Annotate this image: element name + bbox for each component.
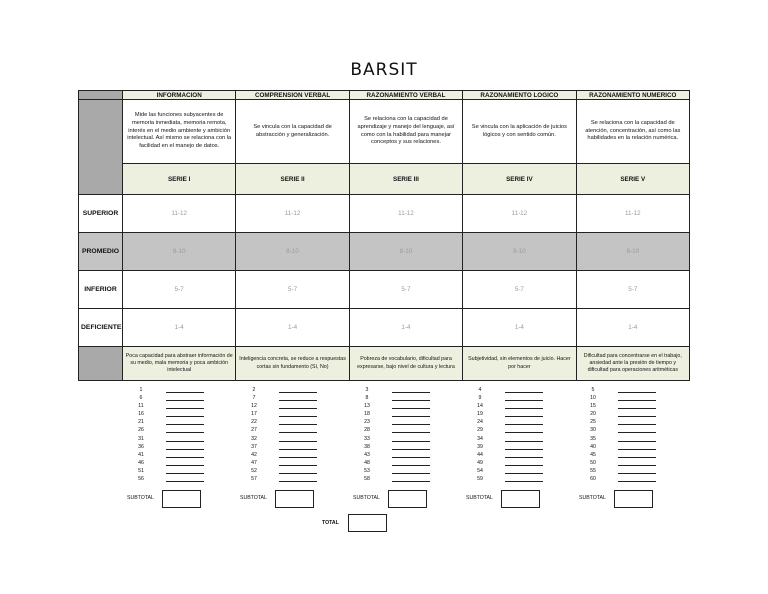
answer-row xyxy=(354,394,454,402)
range-cell: 11-12 xyxy=(463,195,576,233)
item-number: 37 xyxy=(251,443,257,450)
answer-line[interactable] xyxy=(505,400,543,401)
item-number: 1 xyxy=(139,387,143,393)
answer-row xyxy=(241,394,341,402)
answer-line[interactable] xyxy=(505,424,543,425)
corner-cell xyxy=(79,91,123,100)
answer-row xyxy=(467,418,567,426)
answer-row xyxy=(580,394,680,402)
answer-row xyxy=(467,435,567,443)
answer-line[interactable] xyxy=(505,481,543,482)
answer-row xyxy=(467,467,567,475)
answer-row xyxy=(241,426,341,434)
item-number: 15 xyxy=(590,403,596,410)
answer-row xyxy=(354,418,454,426)
answer-line[interactable] xyxy=(618,449,656,450)
answer-column xyxy=(241,386,341,483)
answer-line[interactable] xyxy=(618,408,656,409)
header-razonamiento-numerico: RAZONAMIENTO NUMERICO xyxy=(576,91,689,100)
answer-row xyxy=(354,475,454,483)
answer-row xyxy=(241,410,341,418)
answer-line[interactable] xyxy=(279,457,317,458)
deficit-row xyxy=(79,347,690,381)
answer-row xyxy=(241,443,341,451)
barsit-table xyxy=(78,90,690,381)
header-informacion: INFORMACION xyxy=(123,91,236,100)
answer-column xyxy=(580,386,680,483)
subtotal-label: SUBTOTAL xyxy=(127,495,154,501)
answer-line[interactable] xyxy=(618,416,656,417)
item-number: 39 xyxy=(477,443,483,450)
answer-line[interactable] xyxy=(166,424,204,425)
answer-row xyxy=(241,459,341,467)
level-label: INFERIOR xyxy=(79,271,123,309)
range-cell: 5-7 xyxy=(123,271,236,309)
answer-row xyxy=(241,402,341,410)
answer-line[interactable] xyxy=(392,473,430,474)
answer-row xyxy=(580,402,680,410)
answer-row xyxy=(580,475,680,483)
answer-row xyxy=(467,451,567,459)
description-row xyxy=(79,100,690,164)
range-cell: 11-12 xyxy=(576,195,689,233)
answer-line[interactable] xyxy=(618,432,656,433)
item-number: 4 xyxy=(478,387,482,393)
series-cell: SERIE V xyxy=(576,164,689,195)
range-cell: 1-4 xyxy=(576,309,689,347)
item-number: 59 xyxy=(477,476,483,483)
item-number: 18 xyxy=(364,411,370,418)
answer-line[interactable] xyxy=(279,473,317,474)
answer-row xyxy=(580,443,680,451)
answer-line[interactable] xyxy=(166,473,204,474)
answer-line[interactable] xyxy=(505,392,543,393)
answer-row xyxy=(241,418,341,426)
answer-line[interactable] xyxy=(279,465,317,466)
item-number: 3 xyxy=(365,387,369,393)
answer-line[interactable] xyxy=(392,449,430,450)
answer-line[interactable] xyxy=(279,441,317,442)
answer-row xyxy=(241,475,341,483)
answer-line[interactable] xyxy=(279,408,317,409)
item-number: 51 xyxy=(138,467,144,474)
subtotal-box[interactable] xyxy=(388,490,427,508)
item-number: 58 xyxy=(364,476,370,483)
item-number: 9 xyxy=(478,395,482,402)
answer-row xyxy=(354,386,454,394)
answer-row xyxy=(128,435,228,443)
range-cell: 8-10 xyxy=(463,233,576,271)
answer-line[interactable] xyxy=(505,416,543,417)
answer-row xyxy=(354,402,454,410)
item-number: 43 xyxy=(364,451,370,458)
hatched-cell-bottom xyxy=(79,347,123,381)
answer-line[interactable] xyxy=(505,432,543,433)
item-number: 40 xyxy=(590,443,596,450)
item-number: 60 xyxy=(590,476,596,483)
answer-line[interactable] xyxy=(279,481,317,482)
answer-line[interactable] xyxy=(505,449,543,450)
answer-line[interactable] xyxy=(618,465,656,466)
answer-line[interactable] xyxy=(392,416,430,417)
answer-row xyxy=(467,402,567,410)
answer-line[interactable] xyxy=(166,400,204,401)
item-number: 54 xyxy=(477,467,483,474)
answer-line[interactable] xyxy=(166,481,204,482)
answer-line[interactable] xyxy=(392,481,430,482)
range-cell: 1-4 xyxy=(236,309,349,347)
subtotal-label: SUBTOTAL xyxy=(240,495,267,501)
description-cell: Mide las funciones subyacentes de memoria inmediata, memoria remota, interés en el medio ambiente y ambición intelectual. Así mismo se relaciona con la facilidad en el manejo de datos. xyxy=(123,100,236,164)
item-number: 28 xyxy=(364,427,370,434)
item-number: 41 xyxy=(138,451,144,458)
answer-line[interactable] xyxy=(505,408,543,409)
subtotal-block xyxy=(353,490,473,508)
answer-row xyxy=(128,459,228,467)
item-number: 53 xyxy=(364,467,370,474)
header-razonamiento-verbal: RAZONAMIENTO VERBAL xyxy=(349,91,462,100)
item-number: 34 xyxy=(477,435,483,442)
answer-line[interactable] xyxy=(618,457,656,458)
answer-row xyxy=(128,418,228,426)
subtotal-block xyxy=(579,490,699,508)
level-row-deficiente xyxy=(79,309,690,347)
range-cell: 8-10 xyxy=(576,233,689,271)
answer-line[interactable] xyxy=(618,473,656,474)
range-cell: 5-7 xyxy=(463,271,576,309)
answer-column xyxy=(467,386,567,483)
answer-line[interactable] xyxy=(279,416,317,417)
answer-line[interactable] xyxy=(392,465,430,466)
item-number: 30 xyxy=(590,427,596,434)
range-cell: 8-10 xyxy=(123,233,236,271)
item-number: 27 xyxy=(251,427,257,434)
item-number: 25 xyxy=(590,419,596,426)
item-number: 26 xyxy=(138,427,144,434)
answer-line[interactable] xyxy=(618,424,656,425)
answer-row xyxy=(580,426,680,434)
answer-line[interactable] xyxy=(279,392,317,393)
answer-row xyxy=(128,426,228,434)
item-number: 7 xyxy=(252,395,256,402)
range-cell: 5-7 xyxy=(349,271,462,309)
range-cell: 1-4 xyxy=(123,309,236,347)
answer-line[interactable] xyxy=(166,408,204,409)
answer-row xyxy=(128,394,228,402)
item-number: 2 xyxy=(252,387,256,393)
level-row-inferior xyxy=(79,271,690,309)
subtotal-box[interactable] xyxy=(275,490,314,508)
answer-line[interactable] xyxy=(279,432,317,433)
level-row-promedio xyxy=(79,233,690,271)
item-number: 5 xyxy=(591,387,595,393)
answer-line[interactable] xyxy=(392,424,430,425)
answer-line[interactable] xyxy=(166,416,204,417)
answer-row xyxy=(128,451,228,459)
subtotal-box[interactable] xyxy=(614,490,653,508)
answer-row xyxy=(467,475,567,483)
answer-row xyxy=(241,467,341,475)
answer-line[interactable] xyxy=(505,465,543,466)
description-cell: Se relaciona con la capacidad de atención, concentración, así como las habilidades en la relación numérica. xyxy=(576,100,689,164)
series-cell: SERIE III xyxy=(349,164,462,195)
item-number: 42 xyxy=(251,451,257,458)
answer-row xyxy=(128,386,228,394)
item-number: 32 xyxy=(251,435,257,442)
item-number: 6 xyxy=(139,395,143,402)
answer-line[interactable] xyxy=(166,465,204,466)
answer-row xyxy=(467,394,567,402)
description-cell: Se vincula con la aplicación de juicios lógicos y con sentido común. xyxy=(463,100,576,164)
deficit-cell: Pobreza de vocabulario, dificultad para expresarse, bajo nivel de cultura y lectura xyxy=(349,347,462,381)
item-number: 36 xyxy=(138,443,144,450)
answer-row xyxy=(241,451,341,459)
item-number: 10 xyxy=(590,395,596,402)
answer-row xyxy=(241,386,341,394)
item-number: 14 xyxy=(477,403,483,410)
answer-row xyxy=(354,426,454,434)
item-number: 38 xyxy=(364,443,370,450)
answer-row xyxy=(128,443,228,451)
answer-row xyxy=(128,410,228,418)
answer-line[interactable] xyxy=(279,424,317,425)
answer-row xyxy=(580,467,680,475)
answer-row xyxy=(467,410,567,418)
total-block xyxy=(322,514,402,532)
range-cell: 11-12 xyxy=(236,195,349,233)
answer-row xyxy=(467,459,567,467)
answer-line[interactable] xyxy=(392,441,430,442)
range-cell: 11-12 xyxy=(349,195,462,233)
header-row xyxy=(79,91,690,100)
item-number: 50 xyxy=(590,459,596,466)
range-cell: 1-4 xyxy=(463,309,576,347)
answer-line[interactable] xyxy=(505,457,543,458)
range-cell: 5-7 xyxy=(236,271,349,309)
answer-row xyxy=(467,386,567,394)
subtotal-box[interactable] xyxy=(501,490,540,508)
subtotal-block xyxy=(466,490,586,508)
answer-row xyxy=(128,402,228,410)
answer-line[interactable] xyxy=(618,392,656,393)
answer-row xyxy=(580,435,680,443)
range-cell: 5-7 xyxy=(576,271,689,309)
answer-row xyxy=(580,451,680,459)
answer-line[interactable] xyxy=(392,408,430,409)
answer-line[interactable] xyxy=(166,432,204,433)
answer-row xyxy=(580,386,680,394)
deficit-cell: Poca capacidad para abstraer información de su medio, mala memoria y poca ambición intelectual xyxy=(123,347,236,381)
item-number: 21 xyxy=(138,419,144,426)
range-cell: 8-10 xyxy=(349,233,462,271)
item-number: 20 xyxy=(590,411,596,418)
subtotal-label: SUBTOTAL xyxy=(466,495,493,501)
answer-line[interactable] xyxy=(392,400,430,401)
level-row-superior xyxy=(79,195,690,233)
subtotal-block xyxy=(127,490,247,508)
answer-column xyxy=(128,386,228,483)
item-number: 19 xyxy=(477,411,483,418)
header-comprension-verbal: COMPRENSION VERBAL xyxy=(236,91,349,100)
item-number: 24 xyxy=(477,419,483,426)
answer-row xyxy=(241,435,341,443)
series-row xyxy=(79,164,690,195)
answer-line[interactable] xyxy=(279,449,317,450)
series-cell: SERIE I xyxy=(123,164,236,195)
answer-row xyxy=(354,451,454,459)
deficit-cell: Subjetividad, sin elementos de juicio. Hacer por hacer xyxy=(463,347,576,381)
answer-column xyxy=(354,386,454,483)
answer-line[interactable] xyxy=(618,441,656,442)
answer-row xyxy=(467,443,567,451)
item-number: 13 xyxy=(364,403,370,410)
subtotal-block xyxy=(240,490,360,508)
answer-row xyxy=(467,426,567,434)
item-number: 8 xyxy=(365,395,369,402)
hatched-cell-top xyxy=(79,100,123,195)
answer-row xyxy=(128,467,228,475)
level-label: DEFICIENTE xyxy=(79,309,123,347)
item-number: 57 xyxy=(251,476,257,483)
description-cell: Se vincula con la capacidad de abstracción y generalización. xyxy=(236,100,349,164)
item-number: 11 xyxy=(138,403,144,410)
series-cell: SERIE IV xyxy=(463,164,576,195)
answer-line[interactable] xyxy=(618,400,656,401)
item-number: 46 xyxy=(138,459,144,466)
subtotal-label: SUBTOTAL xyxy=(579,495,606,501)
item-number: 29 xyxy=(477,427,483,434)
answer-row xyxy=(354,443,454,451)
item-number: 52 xyxy=(251,467,257,474)
answer-line[interactable] xyxy=(392,432,430,433)
answer-line[interactable] xyxy=(166,457,204,458)
answer-line[interactable] xyxy=(505,473,543,474)
answer-line[interactable] xyxy=(392,392,430,393)
item-number: 44 xyxy=(477,451,483,458)
item-number: 16 xyxy=(138,411,144,418)
item-number: 31 xyxy=(138,435,144,442)
item-number: 55 xyxy=(590,467,596,474)
subtotal-label: SUBTOTAL xyxy=(353,495,380,501)
item-number: 33 xyxy=(364,435,370,442)
answer-row xyxy=(580,459,680,467)
answer-line[interactable] xyxy=(166,441,204,442)
level-label: PROMEDIO xyxy=(79,233,123,271)
range-cell: 8-10 xyxy=(236,233,349,271)
page-title: BARSIT xyxy=(350,60,418,80)
item-number: 12 xyxy=(251,403,257,410)
series-cell: SERIE II xyxy=(236,164,349,195)
total-label: TOTAL xyxy=(322,520,339,526)
answer-row xyxy=(128,475,228,483)
item-number: 22 xyxy=(251,419,257,426)
range-cell: 1-4 xyxy=(349,309,462,347)
item-number: 47 xyxy=(251,459,257,466)
description-cell: Se relaciona con la capacidad de aprendizaje y manejo del lenguaje, así como con la habilidad para manejar conceptos y sus relaciones. xyxy=(349,100,462,164)
answer-row xyxy=(580,410,680,418)
answer-row xyxy=(354,435,454,443)
level-label: SUPERIOR xyxy=(79,195,123,233)
total-box[interactable] xyxy=(348,514,387,532)
answer-row xyxy=(354,459,454,467)
answer-row xyxy=(354,410,454,418)
answer-line[interactable] xyxy=(279,400,317,401)
item-number: 48 xyxy=(364,459,370,466)
answer-line[interactable] xyxy=(166,449,204,450)
item-number: 35 xyxy=(590,435,596,442)
item-number: 17 xyxy=(251,411,257,418)
subtotal-box[interactable] xyxy=(162,490,201,508)
item-number: 45 xyxy=(590,451,596,458)
item-number: 56 xyxy=(138,476,144,483)
answer-line[interactable] xyxy=(392,457,430,458)
answer-line[interactable] xyxy=(618,481,656,482)
item-number: 23 xyxy=(364,419,370,426)
answer-line[interactable] xyxy=(166,392,204,393)
item-number: 49 xyxy=(477,459,483,466)
deficit-cell: Dificultad para concentrarse en el trabajo, ansiedad ante la presión de tiempo y dificultad para operaciones aritméticas xyxy=(576,347,689,381)
answer-row xyxy=(354,467,454,475)
header-razonamiento-logico: RAZONAMIENTO LOGICO xyxy=(463,91,576,100)
range-cell: 11-12 xyxy=(123,195,236,233)
deficit-cell: Inteligencia concreta, se reduce a respuestas cortas sin fundamento (Sí, No) xyxy=(236,347,349,381)
answer-row xyxy=(580,418,680,426)
answer-line[interactable] xyxy=(505,441,543,442)
